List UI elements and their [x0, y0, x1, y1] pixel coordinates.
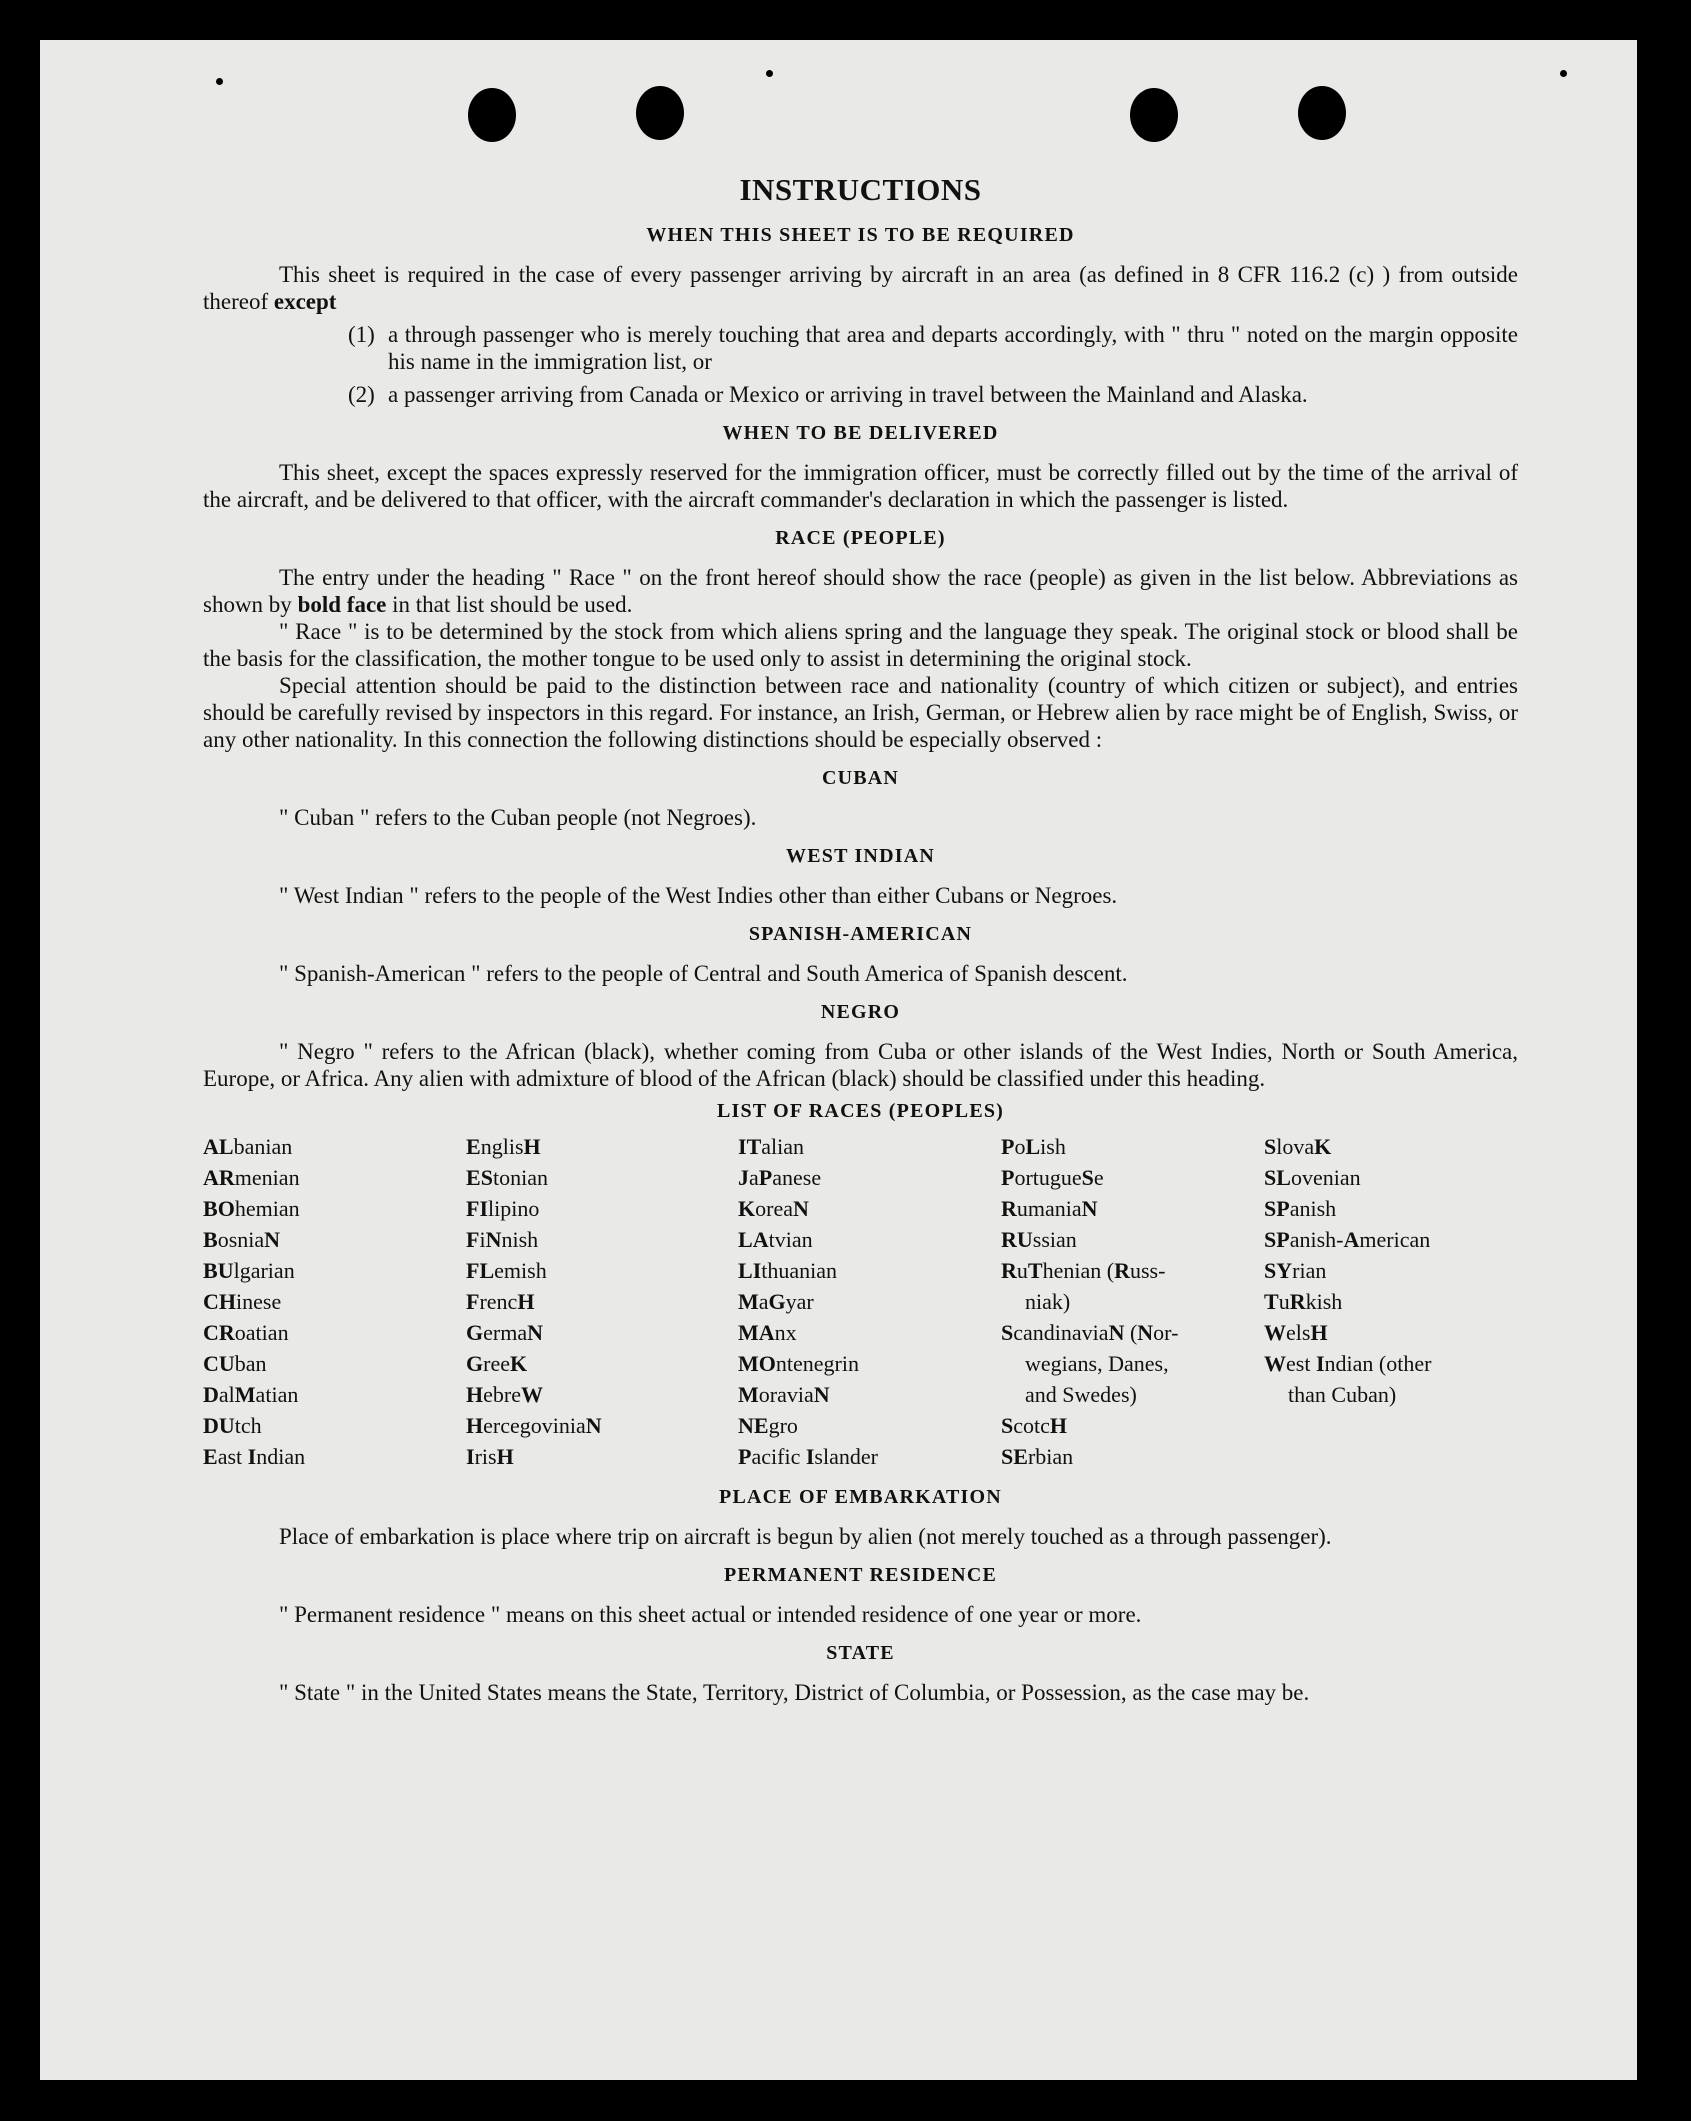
item-text: a through passenger who is merely touching that area and departs accordingly, with " thru " noted on the margin opposite his name in the immigration list, or: [388, 322, 1518, 374]
race-paragraph-2: " Race " is to be determined by the stock from which aliens spring and the language they speak. The original stock or blood shall be the basis for the classification, the mother tongue to be used only to assist in determining the original stock.: [203, 619, 1518, 671]
race-entry: TuRkish: [1264, 1289, 1343, 1314]
race-entry: MaGyar: [738, 1289, 814, 1314]
race-entry: DUtch: [203, 1413, 262, 1438]
heading-delivered: WHEN TO BE DELIVERED: [722, 422, 999, 444]
race-entry: ARmenian: [203, 1165, 300, 1190]
races-column: [1001, 1131, 1264, 1472]
heading-races-list: LIST OF RACES (PEOPLES): [716, 1100, 1005, 1122]
heading-embarkation: PLACE OF EMBARKATION: [719, 1486, 1002, 1508]
race-entry: SErbian: [1001, 1444, 1074, 1469]
race-entry: HebreW: [466, 1382, 543, 1407]
residence-text: " Permanent residence " means on this sheet actual or intended residence of one year or more.: [279, 1602, 1142, 1627]
heading-negro: NEGRO: [820, 1001, 901, 1023]
race-entry: FrencH: [466, 1289, 535, 1314]
race-entry: PoLish: [1001, 1134, 1066, 1159]
race-entry: WelsH: [1264, 1320, 1328, 1345]
race-entry: FiNnish: [466, 1227, 539, 1252]
race-entry: CHinese: [203, 1289, 282, 1314]
item-number: (1): [348, 322, 375, 347]
punch-hole: [636, 86, 684, 140]
race-entry: SPanish: [1264, 1196, 1337, 1221]
race-entry: LIthuanian: [738, 1258, 838, 1283]
race-entry: IrisH: [466, 1444, 514, 1469]
race-entry: ITalian: [738, 1134, 805, 1159]
race-entry: East Indian: [203, 1444, 306, 1469]
race-entry: GreeK: [466, 1351, 528, 1376]
race-entry: FLemish: [466, 1258, 547, 1283]
race-entry: and Swedes): [1025, 1382, 1137, 1407]
race-entry: BUlgarian: [203, 1258, 295, 1283]
speck: [1560, 70, 1567, 77]
race-paragraph-1: The entry under the heading " Race " on the front hereof should show the race (people) as given in the list below. Abbreviations as shown by bold face in that list should be used.: [203, 565, 1518, 617]
race-entry: than Cuban): [1288, 1382, 1397, 1407]
instructions-content: [203, 170, 1518, 1706]
heading-spanish-american: SPANISH-AMERICAN: [748, 923, 973, 945]
west-indian-text: " West Indian " refers to the people of the West Indies other than either Cubans or Negroes.: [279, 883, 1118, 908]
embarkation-text: Place of embarkation is place where trip on aircraft is begun by alien (not merely touched as a through passenger).: [279, 1524, 1332, 1549]
race-entry: BosniaN: [203, 1227, 281, 1252]
race-entry: ScandinaviaN (Nor-: [1001, 1320, 1179, 1345]
races-column: [203, 1131, 466, 1472]
delivered-text: This sheet, except the spaces expressly reserved for the immigration officer, must be correctly filled out by the time of the arrival of the aircraft, and be delivered to that officer, with the aircraft commander's declaration in which the passenger is listed.: [203, 460, 1518, 512]
races-column: [466, 1131, 738, 1472]
race-entry: MoraviaN: [738, 1382, 830, 1407]
punch-hole: [468, 88, 516, 142]
spanish-american-text: " Spanish-American " refers to the people of Central and South America of Spanish descent.: [279, 961, 1128, 986]
race-entry: SlovaK: [1264, 1134, 1332, 1159]
race-entry: KoreaN: [738, 1196, 809, 1221]
heading-west-indian: WEST INDIAN: [786, 845, 935, 867]
race-entry: wegians, Danes,: [1025, 1351, 1169, 1376]
race-entry: SYrian: [1264, 1258, 1327, 1283]
negro-text: " Negro " refers to the African (black), whether coming from Cuba or other islands of the West Indies, North or South America, Europe, or Africa. Any alien with admixture of blood of the African (black) should be classified under this heading.: [203, 1039, 1518, 1091]
race-entry: RumaniaN: [1001, 1196, 1098, 1221]
race-entry: BOhemian: [203, 1196, 300, 1221]
punch-hole: [1130, 88, 1178, 142]
speck: [216, 78, 223, 85]
race-entry: RuThenian (Russ-: [1001, 1258, 1166, 1283]
race-entry: MAnx: [738, 1320, 797, 1345]
race-entry: Pacific Islander: [738, 1444, 878, 1469]
heading-race: RACE (PEOPLE): [775, 527, 946, 549]
race-entry: CUban: [203, 1351, 267, 1376]
race-entry: SLovenian: [1264, 1165, 1361, 1190]
document-sheet: [40, 40, 1637, 2080]
race-entry: HercegoviniaN: [466, 1413, 602, 1438]
race-entry: CRoatian: [203, 1320, 289, 1345]
item-text: a passenger arriving from Canada or Mexico or arriving in travel between the Mainland and Alaska.: [388, 382, 1308, 407]
heading-required: WHEN THIS SHEET IS TO BE REQUIRED: [646, 224, 1075, 246]
race-entry: NEgro: [738, 1413, 798, 1438]
page-title: INSTRUCTIONS: [739, 172, 982, 207]
races-column: [1264, 1131, 1518, 1472]
race-paragraph-3: Special attention should be paid to the distinction between race and nationality (country of which citizen or subject), and entries should be carefully revised by inspectors in this regard. For instance, an Irish, German, or Hebrew alien by race might be of English, Swiss, or any other nationality. In this connection the following distinctions should be especially observed :: [203, 673, 1518, 752]
required-item: [348, 321, 1518, 375]
race-entry: RUssian: [1001, 1227, 1077, 1252]
state-text: " State " in the United States means the State, Territory, District of Columbia, or Possession, as the case may be.: [279, 1680, 1310, 1705]
race-entry: ScotcH: [1001, 1413, 1068, 1438]
races-list: [203, 1131, 1518, 1472]
race-entry: MOntenegrin: [738, 1351, 859, 1376]
item-number: (2): [348, 382, 375, 407]
race-entry: ALbanian: [203, 1134, 293, 1159]
heading-residence: PERMANENT RESIDENCE: [723, 1564, 998, 1586]
race-entry: EnglisH: [466, 1134, 541, 1159]
races-column: [738, 1131, 1001, 1472]
race-entry: West Indian (other: [1264, 1351, 1432, 1376]
race-entry: SPanish-American: [1264, 1227, 1431, 1252]
speck: [766, 70, 773, 77]
race-entry: LAtvian: [738, 1227, 813, 1252]
race-entry: JaPanese: [738, 1165, 822, 1190]
race-entry: EStonian: [466, 1165, 548, 1190]
heading-state: STATE: [826, 1642, 895, 1664]
race-entry: FIlipino: [466, 1196, 540, 1221]
punch-hole: [1298, 86, 1346, 140]
required-intro: This sheet is required in the case of every passenger arriving by aircraft in an area (as defined in 8 CFR 116.2 (c) ) from outside thereof except: [203, 262, 1518, 314]
required-item: [348, 381, 1518, 408]
cuban-text: " Cuban " refers to the Cuban people (not Negroes).: [279, 805, 757, 830]
race-entry: niak): [1025, 1289, 1071, 1314]
race-entry: DalMatian: [203, 1382, 299, 1407]
race-entry: PortugueSe: [1001, 1165, 1104, 1190]
heading-cuban: CUBAN: [821, 767, 900, 789]
race-entry: GermaN: [466, 1320, 543, 1345]
